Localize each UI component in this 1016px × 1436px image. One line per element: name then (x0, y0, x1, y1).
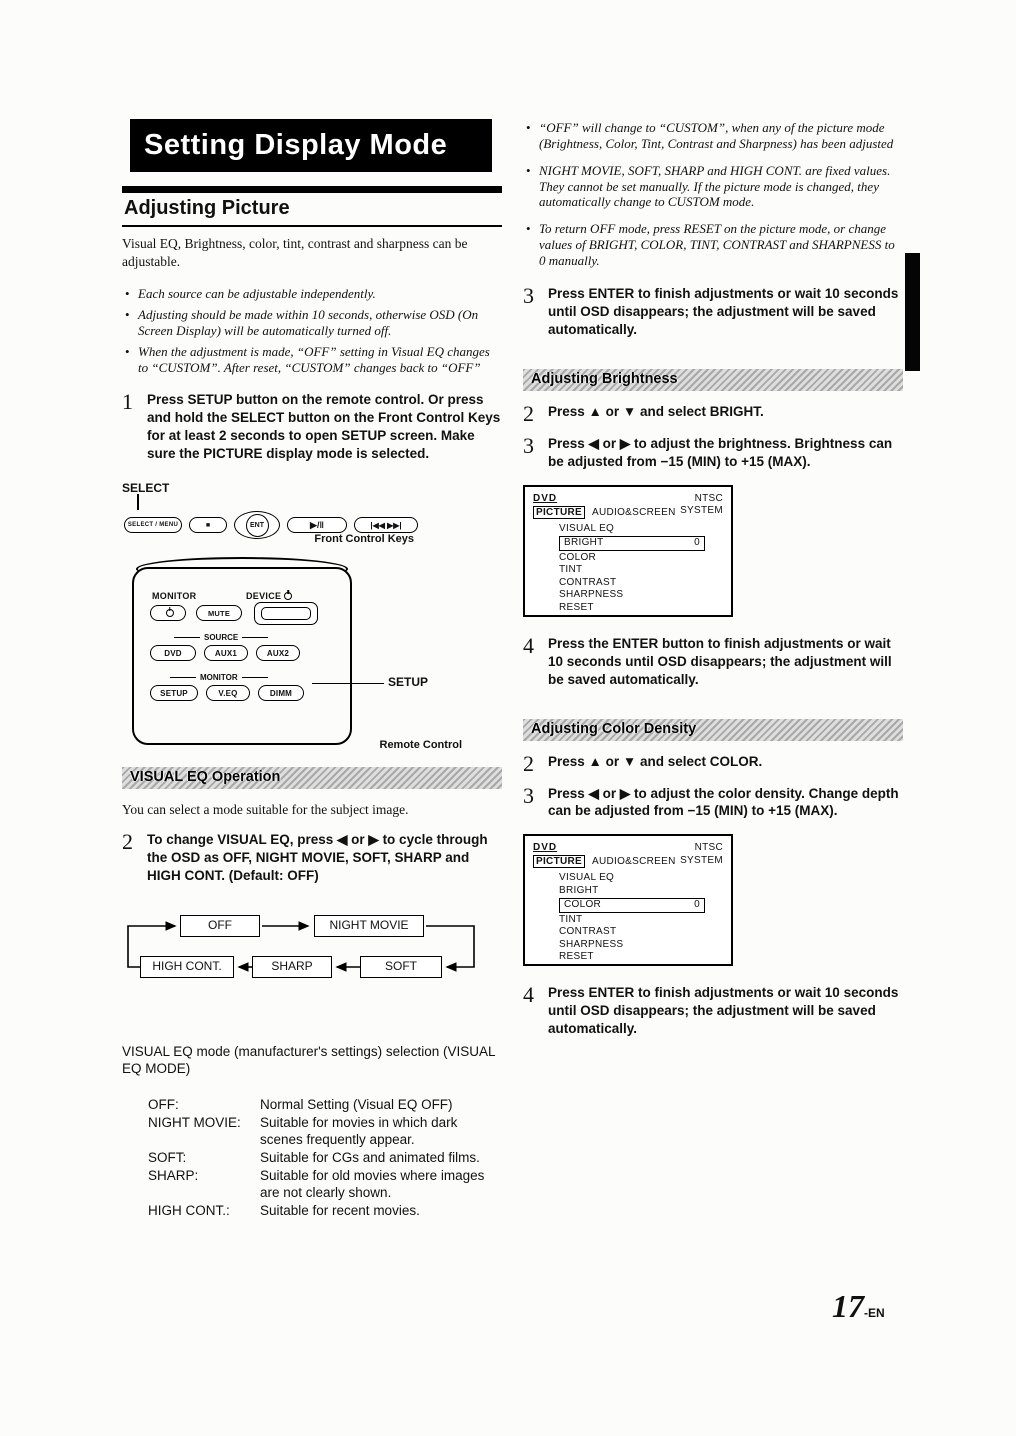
select-callout-line (137, 494, 139, 510)
flow-box-soft: SOFT (360, 956, 442, 978)
mute-button: MUTE (196, 605, 242, 621)
mode-term: SHARP: (148, 1167, 199, 1183)
step-2-visual-eq (122, 828, 502, 885)
note-item: • To return OFF mode, press RESET on the picture mode, or change values of BRIGHT, COLOR, TINT, CONTRAST and SHARPNESS to 0 manually. (539, 221, 903, 269)
right-column (523, 120, 903, 1038)
chapter-edge-tab (905, 253, 920, 371)
osd-header (533, 493, 723, 519)
power-button (150, 605, 186, 621)
osd-screen-brightness (523, 485, 733, 617)
source-label-text: SOURCE (204, 633, 239, 643)
step-text: Press ENTER to finish adjustments or wait 10 seconds until OSD disappears; the adjustment will be saved automatically. (548, 285, 899, 337)
osd-source: DVD (533, 842, 558, 854)
front-control-keys-diagram (122, 481, 502, 545)
mode-term: HIGH CONT.: (148, 1202, 230, 1218)
step-text: Press ◀ or ▶ to adjust the color density. Change depth can be adjusted from −15 (MIN) to +15 (MAX). (548, 785, 899, 819)
enter-button-ring (234, 511, 280, 539)
osd-item-visual-eq: VISUAL EQ (559, 522, 615, 534)
osd-item-reset: RESET (559, 601, 594, 613)
page-title-banner (130, 119, 492, 172)
device-label-text: DEVICE (246, 591, 282, 602)
osd-screen-color (523, 834, 733, 966)
osd-system-top: NTSC (694, 842, 723, 854)
osd-tab-audioscreen: AUDIO&SCREEN (592, 506, 676, 518)
flow-arrows (122, 907, 502, 999)
mode-desc: Suitable for movies in which dark scenes frequently appear. (260, 1114, 458, 1147)
mode-desc: Suitable for recent movies. (260, 1202, 420, 1218)
remote-control-diagram (132, 557, 462, 753)
step-3-color (523, 782, 903, 821)
osd-item-color: COLOR (559, 551, 597, 563)
monitor-open-button (254, 602, 318, 625)
remote-body (132, 567, 352, 745)
flow-box-off: OFF (180, 915, 260, 937)
device-label (246, 591, 292, 601)
notes-list-right (539, 120, 903, 269)
osd-header-left (533, 842, 676, 868)
front-keys-caption: Front Control Keys (314, 533, 414, 546)
section-rule-bottom (122, 225, 502, 227)
mode-desc: Suitable for old movies where images are not clearly shown. (260, 1167, 485, 1200)
osd-system (680, 842, 723, 868)
osd-system-top: NTSC (694, 492, 723, 504)
visual-eq-modes-list (148, 1096, 502, 1219)
osd-menu (559, 523, 723, 615)
play-pause-button: ▶/‖ (287, 517, 347, 533)
step-number: 3 (523, 782, 534, 808)
flow-box-high-cont: HIGH CONT. (140, 956, 234, 978)
step-number: 1 (122, 389, 133, 415)
page-number-suffix: -EN (864, 1306, 885, 1320)
section-rule-top (122, 186, 502, 193)
page-number-value: 17 (832, 1288, 864, 1324)
select-menu-button: SELECT / MENU (124, 517, 182, 533)
aux2-button: AUX2 (256, 645, 300, 661)
note-item: • “OFF” will change to “CUSTOM”, when any of the picture mode (Brightness, Color, Tint, Contrast and Sharpness) has been adjusted (539, 120, 903, 152)
step-2-brightness (523, 400, 903, 426)
step-text: To change VISUAL EQ, press ◀ or ▶ to cycle through the OSD as OFF, NIGHT MOVIE, SOFT, SHARP and HIGH CONT. (Default: OFF) (147, 831, 488, 883)
monitor-open-button-inner (261, 607, 311, 620)
adjusting-brightness-header: Adjusting Brightness (523, 369, 903, 391)
osd-item-bright: BRIGHT (559, 884, 599, 896)
osd-item-bright-selected (559, 536, 705, 551)
osd-item-color-selected (559, 898, 705, 913)
page-number (832, 1288, 885, 1325)
osd-system-bottom: SYSTEM (680, 854, 723, 866)
mode-term: OFF: (148, 1096, 179, 1112)
step-text: Press the ENTER button to finish adjustments or wait 10 seconds until OSD disappears; the adjustment will be saved automatically. (548, 635, 892, 687)
osd-item-contrast: CONTRAST (559, 926, 617, 938)
step-number: 2 (122, 828, 133, 854)
dvd-button: DVD (150, 645, 196, 661)
osd-item-contrast: CONTRAST (559, 576, 617, 588)
osd-tab-audioscreen: AUDIO&SCREEN (592, 856, 676, 868)
remote-caption: Remote Control (379, 739, 462, 752)
select-callout-label: SELECT (122, 481, 170, 496)
intro-paragraph: Visual EQ, Brightness, color, tint, contrast and sharpness can be adjustable. (122, 236, 468, 269)
osd-item-tint: TINT (559, 913, 583, 925)
step-2-color (523, 750, 903, 776)
aux1-button: AUX1 (204, 645, 248, 661)
step-text: Press ENTER to finish adjustments or wait 10 seconds until OSD disappears; the adjustment will be saved automatically. (548, 985, 899, 1037)
step-1 (122, 391, 502, 463)
monitor-label: MONITOR (152, 591, 197, 602)
osd-tabs (533, 506, 676, 519)
monitor-group-label-text: MONITOR (200, 673, 238, 683)
mode-term: SOFT: (148, 1149, 187, 1165)
note-item: • NIGHT MOVIE, SOFT, SHARP and HIGH CONT. are fixed values. They cannot be set manually. If the picture mode is changed, they automatically change to CUSTOM mode. (539, 163, 903, 211)
flow-box-sharp: SHARP (252, 956, 332, 978)
osd-tabs (533, 855, 676, 868)
setup-callout-label: SETUP (388, 675, 429, 690)
mode-desc: Normal Setting (Visual EQ OFF) (260, 1096, 453, 1112)
page-title: Setting Display Mode (144, 129, 448, 161)
step-3-brightness (523, 432, 903, 471)
note-item: • Each source can be adjustable independently. (138, 286, 502, 302)
mode-term: NIGHT MOVIE: (148, 1114, 241, 1130)
osd-item-value: 0 (694, 537, 700, 549)
step-3-enter (523, 282, 903, 339)
osd-tab-picture: PICTURE (533, 855, 585, 868)
step-number: 4 (523, 632, 534, 658)
visual-eq-section-header: VISUAL EQ Operation (122, 767, 502, 789)
setup-button: SETUP (150, 685, 198, 701)
osd-header (533, 842, 723, 868)
step-number: 3 (523, 432, 534, 458)
step-number: 4 (523, 982, 534, 1008)
step-text: Press ▲ or ▼ and select COLOR. (548, 753, 763, 769)
setup-callout-line (312, 683, 384, 684)
mode-desc: Suitable for CGs and animated films. (260, 1149, 480, 1165)
dimm-button: DIMM (258, 685, 304, 701)
monitor-group-label (170, 673, 268, 682)
power-icon (284, 592, 292, 600)
step-number: 3 (523, 282, 534, 308)
step-number: 2 (523, 400, 534, 426)
osd-tab-picture: PICTURE (533, 506, 585, 519)
osd-item-label: COLOR (564, 899, 602, 911)
osd-system (680, 493, 723, 519)
osd-menu (559, 872, 723, 964)
section-heading: Adjusting Picture (124, 197, 290, 219)
step-4-brightness (523, 632, 903, 689)
note-item: • Adjusting should be made within 10 seconds, otherwise OSD (On Screen Display) will be automatically turned off. (138, 307, 502, 339)
step-text: Press ▲ or ▼ and select BRIGHT. (548, 403, 764, 419)
visual-eq-modes-note: VISUAL EQ mode (manufacturer's settings) selection (VISUAL EQ MODE) (122, 1043, 495, 1077)
stop-button: ■ (189, 517, 227, 533)
osd-item-sharpness: SHARPNESS (559, 938, 624, 950)
visual-eq-cycle-diagram (122, 907, 502, 999)
osd-item-value: 0 (694, 899, 700, 911)
osd-item-reset: RESET (559, 951, 594, 963)
osd-item-label: BRIGHT (564, 537, 604, 549)
left-column (122, 186, 502, 1219)
flow-box-night-movie: NIGHT MOVIE (314, 915, 424, 937)
osd-item-sharpness: SHARPNESS (559, 589, 624, 601)
visual-eq-intro: You can select a mode suitable for the subject image. (122, 802, 409, 818)
osd-item-tint: TINT (559, 564, 583, 576)
power-icon (166, 609, 174, 617)
osd-source: DVD (533, 492, 558, 504)
notes-list (138, 286, 502, 375)
veq-button: V.EQ (206, 685, 250, 701)
step-text: Press SETUP button on the remote control. Or press and hold the SELECT button on the Front Control Keys for at least 2 seconds to open SETUP screen. Make sure the PICTURE display mode is selected. (147, 392, 501, 462)
step-4-color (523, 984, 903, 1038)
source-group-label (174, 633, 268, 642)
skip-buttons: |◀◀ ▶▶| (354, 517, 418, 533)
osd-item-visual-eq: VISUAL EQ (559, 872, 615, 884)
osd-header-left (533, 493, 676, 519)
step-number: 2 (523, 750, 534, 776)
osd-system-bottom: SYSTEM (680, 505, 723, 517)
adjusting-color-density-header: Adjusting Color Density (523, 719, 903, 741)
note-item: • When the adjustment is made, “OFF” setting in Visual EQ changes to “CUSTOM”. After reset, “CUSTOM” changes back to “OFF” (138, 344, 502, 376)
step-text: Press ◀ or ▶ to adjust the brightness. Brightness can be adjusted from −15 (MIN) to +15 (MAX). (548, 435, 893, 469)
enter-button: ENT (246, 514, 269, 537)
